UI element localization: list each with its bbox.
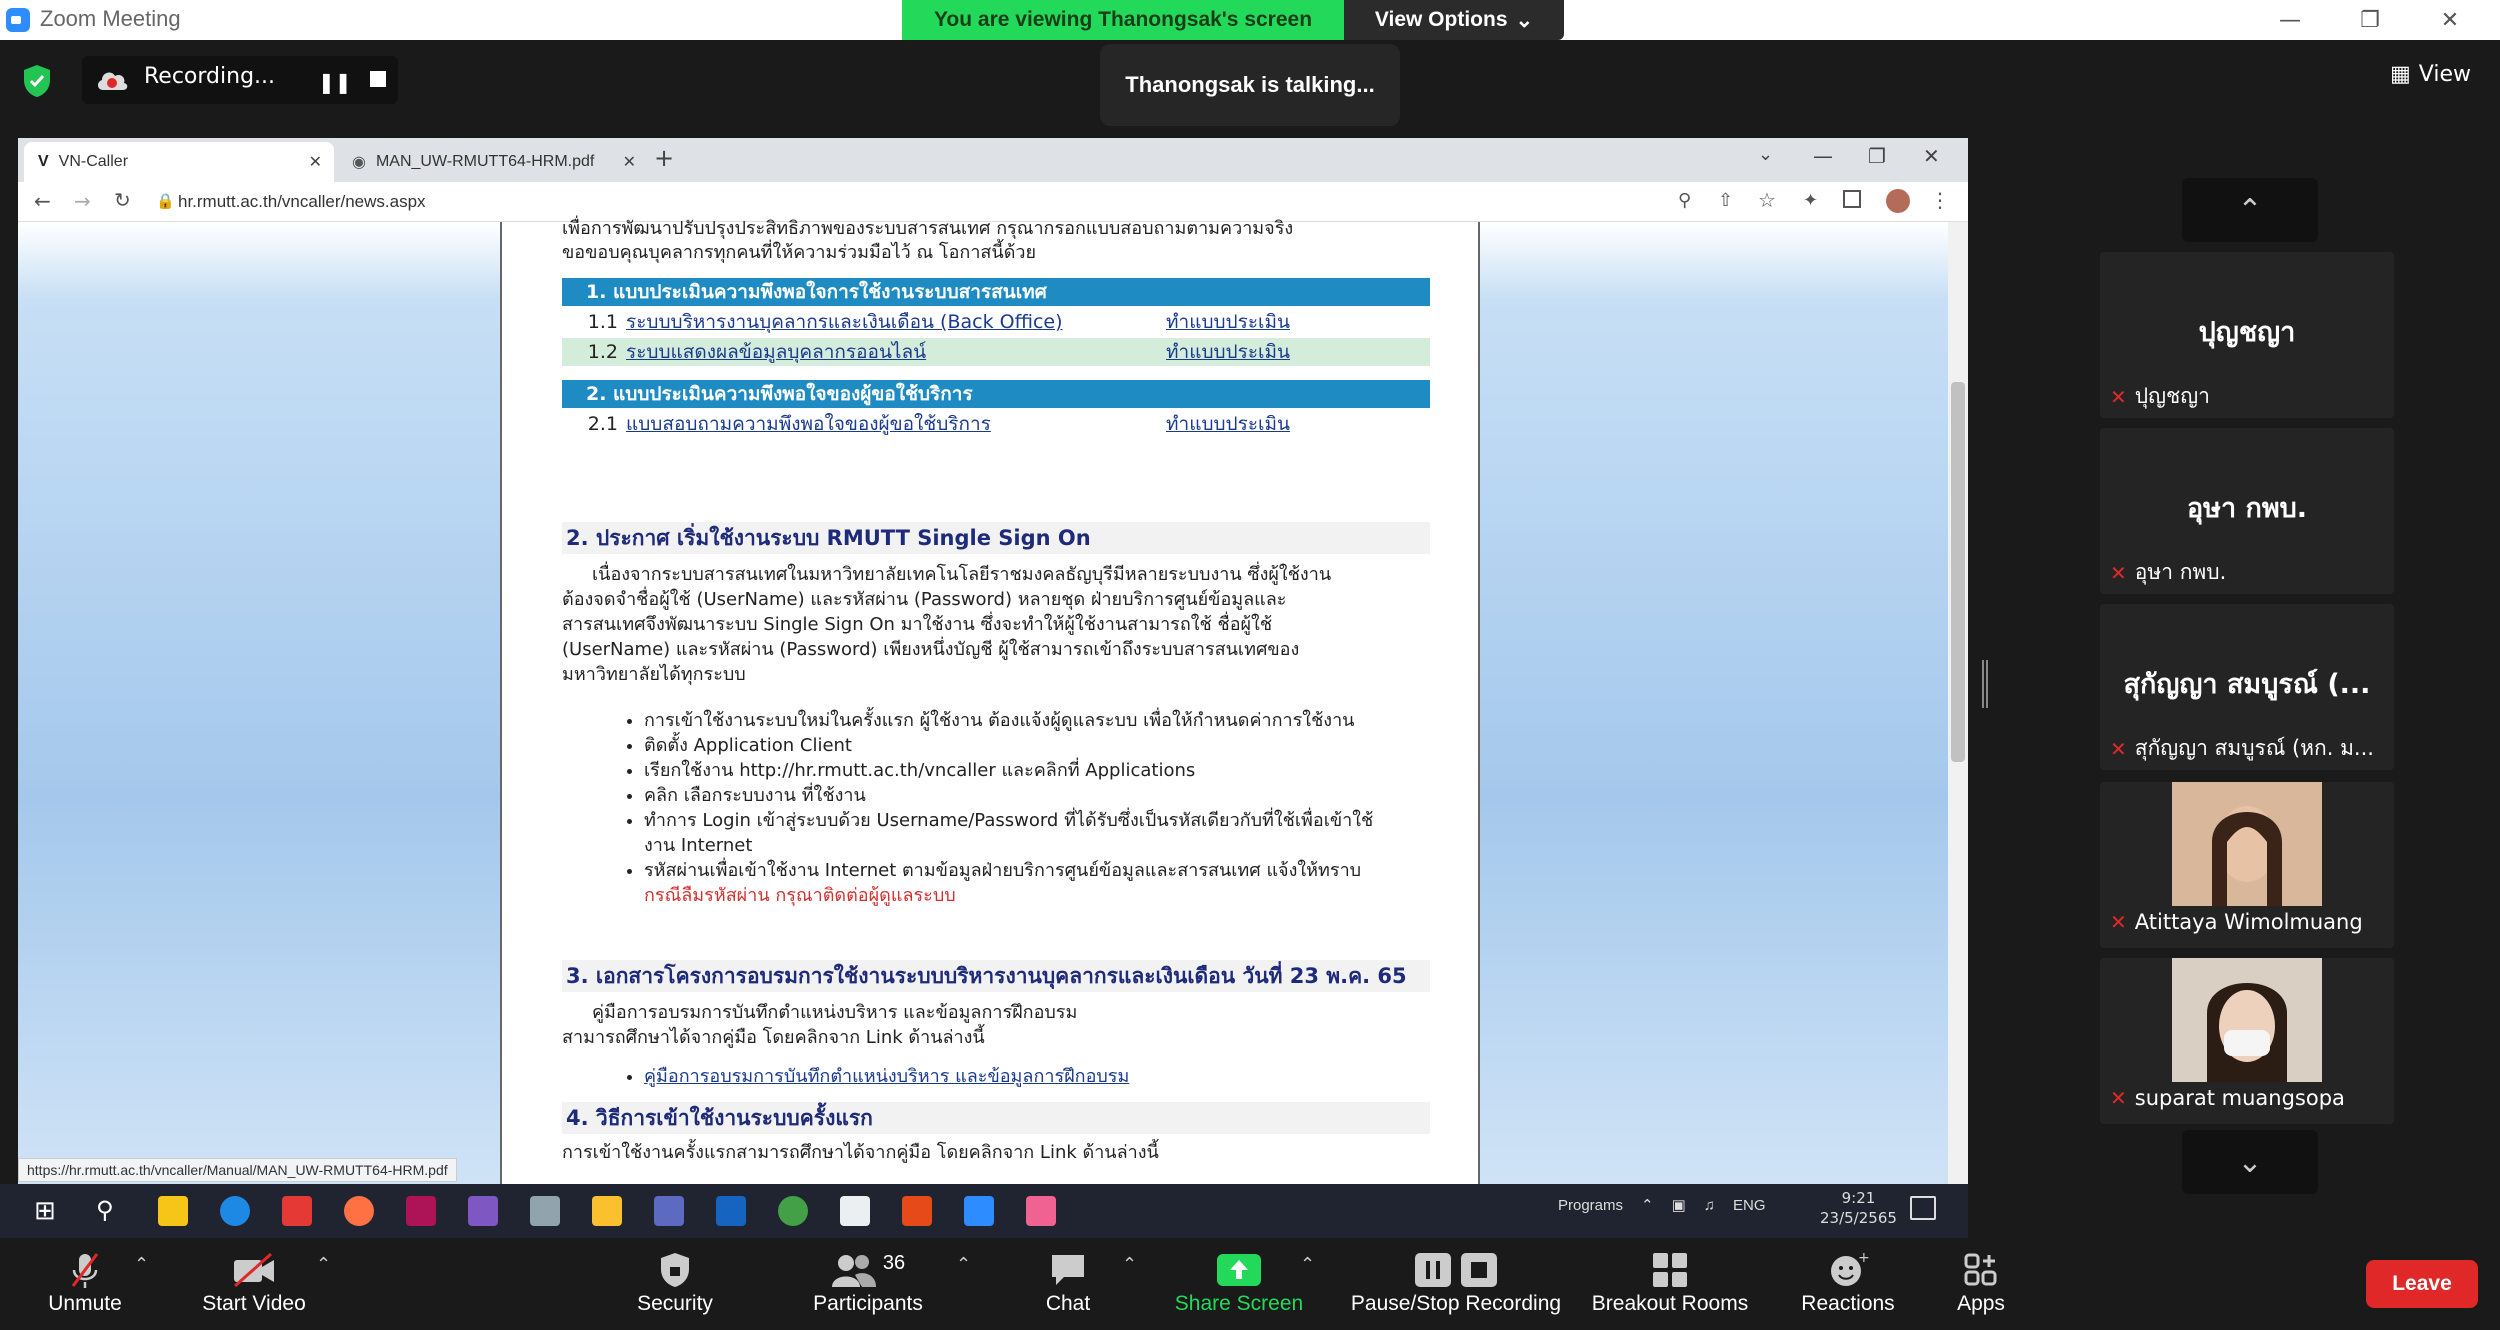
paragraph-line: มหาวิทยาลัยได้ทุกระบบ [562,664,746,685]
minimize-icon[interactable]: — [2279,7,2301,33]
list-item: • เรียกใช้งาน http://hr.rmutt.ac.th/vncaller และคลิกที่ Applications [644,758,1436,783]
manual-link-list [606,1064,1436,1089]
list-item: • ติดตั้ง Application Client [644,733,1436,758]
mic-muted-icon: ✕ [2110,560,2127,585]
vn-favicon-icon: V [38,153,49,170]
visual-studio-icon[interactable] [468,1196,498,1226]
taskbar-clock[interactable] [1820,1188,1897,1228]
chat-button[interactable] [1028,1248,1108,1316]
reactions-button[interactable] [1790,1248,1906,1316]
participants-icon [831,1248,905,1292]
apps-label: Apps [1957,1292,2005,1315]
menu-kebab-icon[interactable]: ⋮ [1930,188,1950,212]
page-scrollbar[interactable] [1948,222,1968,1184]
new-tab-icon[interactable]: + [654,144,675,172]
list-text: รหัสผ่านเพื่อเข้าใช้งาน Internet ตามข้อมูลฝ่ายบริการศูนย์ข้อมูลและสารสนเทศ แจ้งให้ทราบ [644,860,1362,881]
participant-label-text: อุษา กพบ. [2134,560,2227,584]
unmute-button[interactable] [40,1248,130,1316]
pause-stop-recording-button[interactable] [1340,1248,1572,1316]
globe-icon: ◉ [352,154,366,171]
share-screen-label: Share Screen [1174,1292,1304,1315]
paragraph-line: คู่มือการอบรมการบันทึกตำแหน่งบริหาร และข้อมูลการฝึกอบรม [592,1002,1078,1023]
app-title: Zoom Meeting [40,6,181,31]
taskbar-search-icon[interactable]: ⚲ [96,1196,114,1224]
breakout-rooms-label: Breakout Rooms [1591,1292,1749,1315]
warning-text: กรณีลืมรหัสผ่าน กรุณาติดต่อผู้ดูแลระบบ [644,885,956,906]
mic-muted-icon: ✕ [2110,736,2127,761]
viewing-screen-banner: You are viewing Thanongsak's screen [902,0,1344,40]
participant-tile[interactable] [2100,428,2394,594]
recording-indicator [82,56,398,104]
system-tray [1558,1196,1766,1214]
browser-tab-pdf[interactable] [338,142,648,182]
participant-label-text: สุกัญญา สมบูรณ์ (หก. ม... [2134,736,2374,760]
list-item [644,808,1436,858]
view-label: View [2418,62,2472,87]
extensions-icon[interactable]: ✦ [1803,190,1819,211]
pause-icon [1414,1252,1452,1288]
row-number: 2.1 [587,413,618,435]
app-icon[interactable] [840,1196,870,1226]
participant-label [2110,556,2226,589]
tab-search-icon[interactable]: ⌄ [1758,144,1774,165]
survey-row [562,308,1430,336]
breakout-rooms-icon [1651,1248,1689,1292]
list-item [644,858,1436,908]
unmute-label: Unmute [48,1292,122,1315]
security-shield-icon[interactable] [22,64,52,98]
survey-link[interactable]: ระบบแสดงผลข้อมูลบุคลากรออนไลน์ [626,341,927,363]
zoom-app-icon[interactable] [964,1196,994,1226]
gallery-down-icon[interactable]: ⌄ [2182,1130,2318,1194]
participants-count: 36 [882,1252,906,1274]
profile-avatar[interactable] [1886,189,1910,213]
powerpoint-icon[interactable] [902,1196,932,1226]
link-status-url: https://hr.rmutt.ac.th/vncaller/Manual/MAN_UW-RMUTT64-HRM.pdf [18,1158,457,1182]
section-heading: 4. วิธีการเข้าใช้งานระบบครั้งแรก [562,1102,1430,1134]
cloud-record-icon [94,66,130,94]
participant-label-text: Atittaya Wimolmuang [2134,910,2363,934]
paragraph-line: ต้องจดจำชื่อผู้ใช้ (UserName) และรหัสผ่าน (Password) หลายชุด ฝ่ายบริการศูนย์ข้อมูลและ [562,589,1287,610]
recording-control-label: Pause/Stop Recording [1350,1292,1562,1315]
view-layout-button[interactable] [2390,62,2471,87]
survey-row [562,338,1430,366]
chrome-icon[interactable] [778,1196,808,1226]
firefox-icon[interactable] [344,1196,374,1226]
zoom-logo-icon [6,8,30,32]
close-icon[interactable]: ✕ [2440,7,2460,33]
file-explorer-icon[interactable] [592,1196,622,1226]
evaluate-link[interactable]: ทำแบบประเมิน [1166,341,1291,363]
participant-label [2110,380,2210,413]
participant-label [2110,910,2363,934]
survey-link[interactable]: แบบสอบถามความพึงพอใจของผู้ขอใช้บริการ [626,413,991,435]
sidepanel-icon[interactable] [1843,190,1861,208]
participant-label [2110,732,2374,765]
browser-tab-vncaller[interactable] [24,142,334,182]
manual-link[interactable]: คู่มือการอบรมการบันทึกตำแหน่งบริหาร และข้อมูลการฝึกอบรม [644,1066,1130,1087]
share-caret-icon[interactable]: ⌃ [1300,1254,1316,1275]
forward-icon[interactable]: → [74,189,91,213]
breakout-rooms-button[interactable] [1590,1248,1750,1316]
row-number: 1.1 [587,311,618,333]
paragraph-line: สามารถศึกษาได้จากคู่มือ โดยคลิกจาก Link ด้านล่างนี้ [562,1027,985,1048]
mic-muted-icon: ✕ [2110,910,2127,934]
section-paragraph: การเข้าใช้งานครั้งแรกสามารถศึกษาได้จากคู่มือ โดยคลิกจาก Link ด้านล่างนี้ [562,1142,1159,1163]
browser-tabstrip [18,138,1968,182]
back-icon[interactable]: ← [34,189,51,213]
pause-recording-icon[interactable]: ❚❚ [318,70,352,94]
participant-label-text: suparat muangsopa [2134,1086,2345,1110]
lock-icon[interactable]: 🔒 [156,192,175,210]
survey-link[interactable]: ระบบบริหารงานบุคลากรและเงินเดือน (Back Office) [626,311,1063,333]
list-item: • การเข้าใช้งานระบบใหม่ในครั้งแรก ผู้ใช้งาน ต้องแจ้งผู้ดูแลระบบ เพื่อให้กำหนดค่าการใช้งาน [644,708,1436,733]
start-video-label: Start Video [202,1292,306,1315]
tab-label: VN-Caller [58,153,129,170]
share-screen-button[interactable] [1166,1248,1312,1316]
view-options-label: View Options [1374,8,1508,31]
participants-label: Participants [813,1292,923,1315]
participant-tile[interactable] [2100,252,2394,418]
word-icon[interactable] [716,1196,746,1226]
participants-button[interactable] [800,1248,936,1316]
browser-restore-icon[interactable]: ❐ [1868,144,1886,168]
reactions-label: Reactions [1801,1292,1895,1315]
chevron-down-icon: ⌄ [1515,8,1534,32]
list-text: ทำการ Login เข้าสู่ระบบด้วย Username/Password ที่ได้รับซึ่งเป็นรหัสเดียวกับที่ใช้เพื่อเข้าใช้ [644,810,1374,831]
svg-text:+: + [1858,1250,1870,1266]
app-icon[interactable] [654,1196,684,1226]
sticky-notes-icon[interactable] [158,1196,188,1226]
programs-label[interactable]: Programs [1558,1196,1624,1214]
edge-icon[interactable] [220,1196,250,1226]
app-icon[interactable] [406,1196,436,1226]
paragraph-line: เนื่องจากระบบสารสนเทศในมหาวิทยาลัยเทคโนโลยีราชมงคลธัญบุรีมีหลายระบบงาน ซึ่งผู้ใช้งาน [592,564,1332,585]
stop-icon [1460,1252,1498,1288]
browser-minimize-icon[interactable]: — [1813,144,1833,168]
view-options-button[interactable] [1344,0,1564,40]
browser-close-icon[interactable]: ✕ [1923,144,1940,168]
network-icon[interactable]: ▣ [1671,1197,1686,1214]
mic-muted-icon: ✕ [2110,1086,2127,1110]
tab-close-icon[interactable]: ✕ [622,154,636,171]
evaluate-link[interactable]: ทำแบบประเมิน [1166,413,1291,435]
app-s-icon[interactable] [282,1196,312,1226]
mic-muted-icon: ✕ [2110,384,2127,409]
volume-icon[interactable]: ♫ [1703,1196,1716,1214]
clock-time: 9:21 [1841,1189,1876,1207]
reload-icon[interactable]: ↻ [114,188,131,212]
reactions-icon [1828,1248,1868,1292]
participant-name: ปุญชญา [2198,317,2296,348]
mic-off-icon [70,1248,100,1292]
notification-icon[interactable] [1910,1196,1936,1220]
address-field[interactable]: hr.rmutt.ac.th/vncaller/news.aspx [178,192,426,211]
survey2-header: 2. แบบประเมินความพึงพอใจของผู้ขอใช้บริการ [562,380,1430,408]
survey1-header: 1. แบบประเมินความพึงพอใจการใช้งานระบบสารสนเทศ [562,278,1430,306]
evaluate-link[interactable]: ทำแบบประเมิน [1166,311,1291,333]
participant-tile[interactable] [2100,782,2394,948]
row-number: 1.2 [587,341,618,363]
news-content [500,218,1480,1184]
stop-recording-icon[interactable] [370,71,386,87]
zoom-magnifier-icon[interactable]: ⚲ [1678,190,1692,211]
participant-tile[interactable] [2100,604,2394,770]
language-label[interactable]: ENG [1733,1196,1766,1214]
app-icon[interactable] [1026,1196,1056,1226]
chat-label: Chat [1045,1292,1091,1315]
security-button[interactable] [630,1248,720,1316]
paragraph-line: (UserName) และรหัสผ่าน (Password) เพียงหนึ่งบัญชี ผู้ใช้สามารถเข้าถึงระบบสารสนเทศของ [562,639,1300,660]
video-options-caret-icon[interactable]: ⌃ [316,1254,332,1275]
active-speaker-toast: Thanongsak is talking... [1100,44,1400,126]
clock-date: 23/5/2565 [1820,1209,1897,1227]
section-heading: 2. ประกาศ เริ่มใช้งานระบบ RMUTT Single Sign On [562,522,1430,554]
section-paragraph [562,562,1432,687]
participant-name: สุกัญญา สมบูรณ์ (... [2123,669,2371,700]
share-screen-icon [1216,1248,1262,1292]
participant-name: อุษา กพบ. [2186,493,2308,524]
windows-start-icon[interactable]: ⊞ [34,1196,56,1226]
audio-options-caret-icon[interactable]: ⌃ [134,1254,150,1275]
list-item [644,1064,1436,1089]
participant-tile[interactable] [2100,958,2394,1124]
panel-resize-handle[interactable] [1982,660,1988,708]
section-heading: 3. เอกสารโครงการอบรมการใช้งานระบบบริหารงานบุคลากรและเงินเดือน วันที่ 23 พ.ค. 65 [562,960,1430,992]
instruction-list [606,708,1436,908]
video-off-icon [231,1248,277,1292]
section-paragraph [562,1000,1432,1050]
share-icon[interactable]: ⇧ [1718,190,1734,211]
participant-label-text: ปุญชญา [2134,384,2210,408]
intro-text: เพื่อการพัฒนาปรับปรุงประสิทธิภาพของระบบสารสนเทศ กรุณากรอกแบบสอบถามตามความจริง [562,218,1294,239]
restore-icon[interactable]: ❐ [2360,7,2380,33]
apps-button[interactable] [1946,1248,2016,1316]
tray-chevron-up-icon[interactable]: ⌃ [1641,1197,1654,1214]
tab-close-icon[interactable]: ✕ [308,154,322,171]
participant-video [2172,782,2322,906]
scrollbar-thumb[interactable] [1951,382,1965,762]
list-text: งาน Internet [644,835,753,856]
recording-label: Recording... [144,64,276,89]
apps-icon [1963,1248,1999,1292]
survey-row [562,410,1430,438]
leave-button[interactable]: Leave [2366,1260,2478,1308]
chat-caret-icon[interactable]: ⌃ [1122,1254,1138,1275]
participant-label [2110,1086,2345,1110]
list-item: • คลิก เลือกระบบงาน ที่ใช้งาน [644,783,1436,808]
shared-screen [18,138,1968,1184]
paragraph-line: สารสนเทศจึงพัฒนาระบบ Single Sign On มาใช้งาน ซึ่งจะทำให้ผู้ใช้งานสามารถใช้ ชื่อผู้ใช้ [562,614,1273,635]
start-video-button[interactable] [196,1248,312,1316]
gallery-up-icon[interactable]: ⌃ [2182,178,2318,242]
grid-icon: ▦ [2390,62,2411,87]
participant-video [2172,958,2322,1082]
security-icon [659,1248,691,1292]
intro-text: ขอขอบคุณบุคลากรทุกคนที่ให้ความร่วมมือไว้ ณ โอกาสนี้ด้วย [562,242,1037,263]
bookmark-star-icon[interactable]: ☆ [1758,188,1776,212]
security-label: Security [637,1292,713,1315]
participants-caret-icon[interactable]: ⌃ [956,1254,972,1275]
chat-icon [1048,1248,1088,1292]
app-icon[interactable] [530,1196,560,1226]
tab-label: MAN_UW-RMUTT64-HRM.pdf [375,153,595,170]
pause-stop-icons [1414,1248,1498,1292]
